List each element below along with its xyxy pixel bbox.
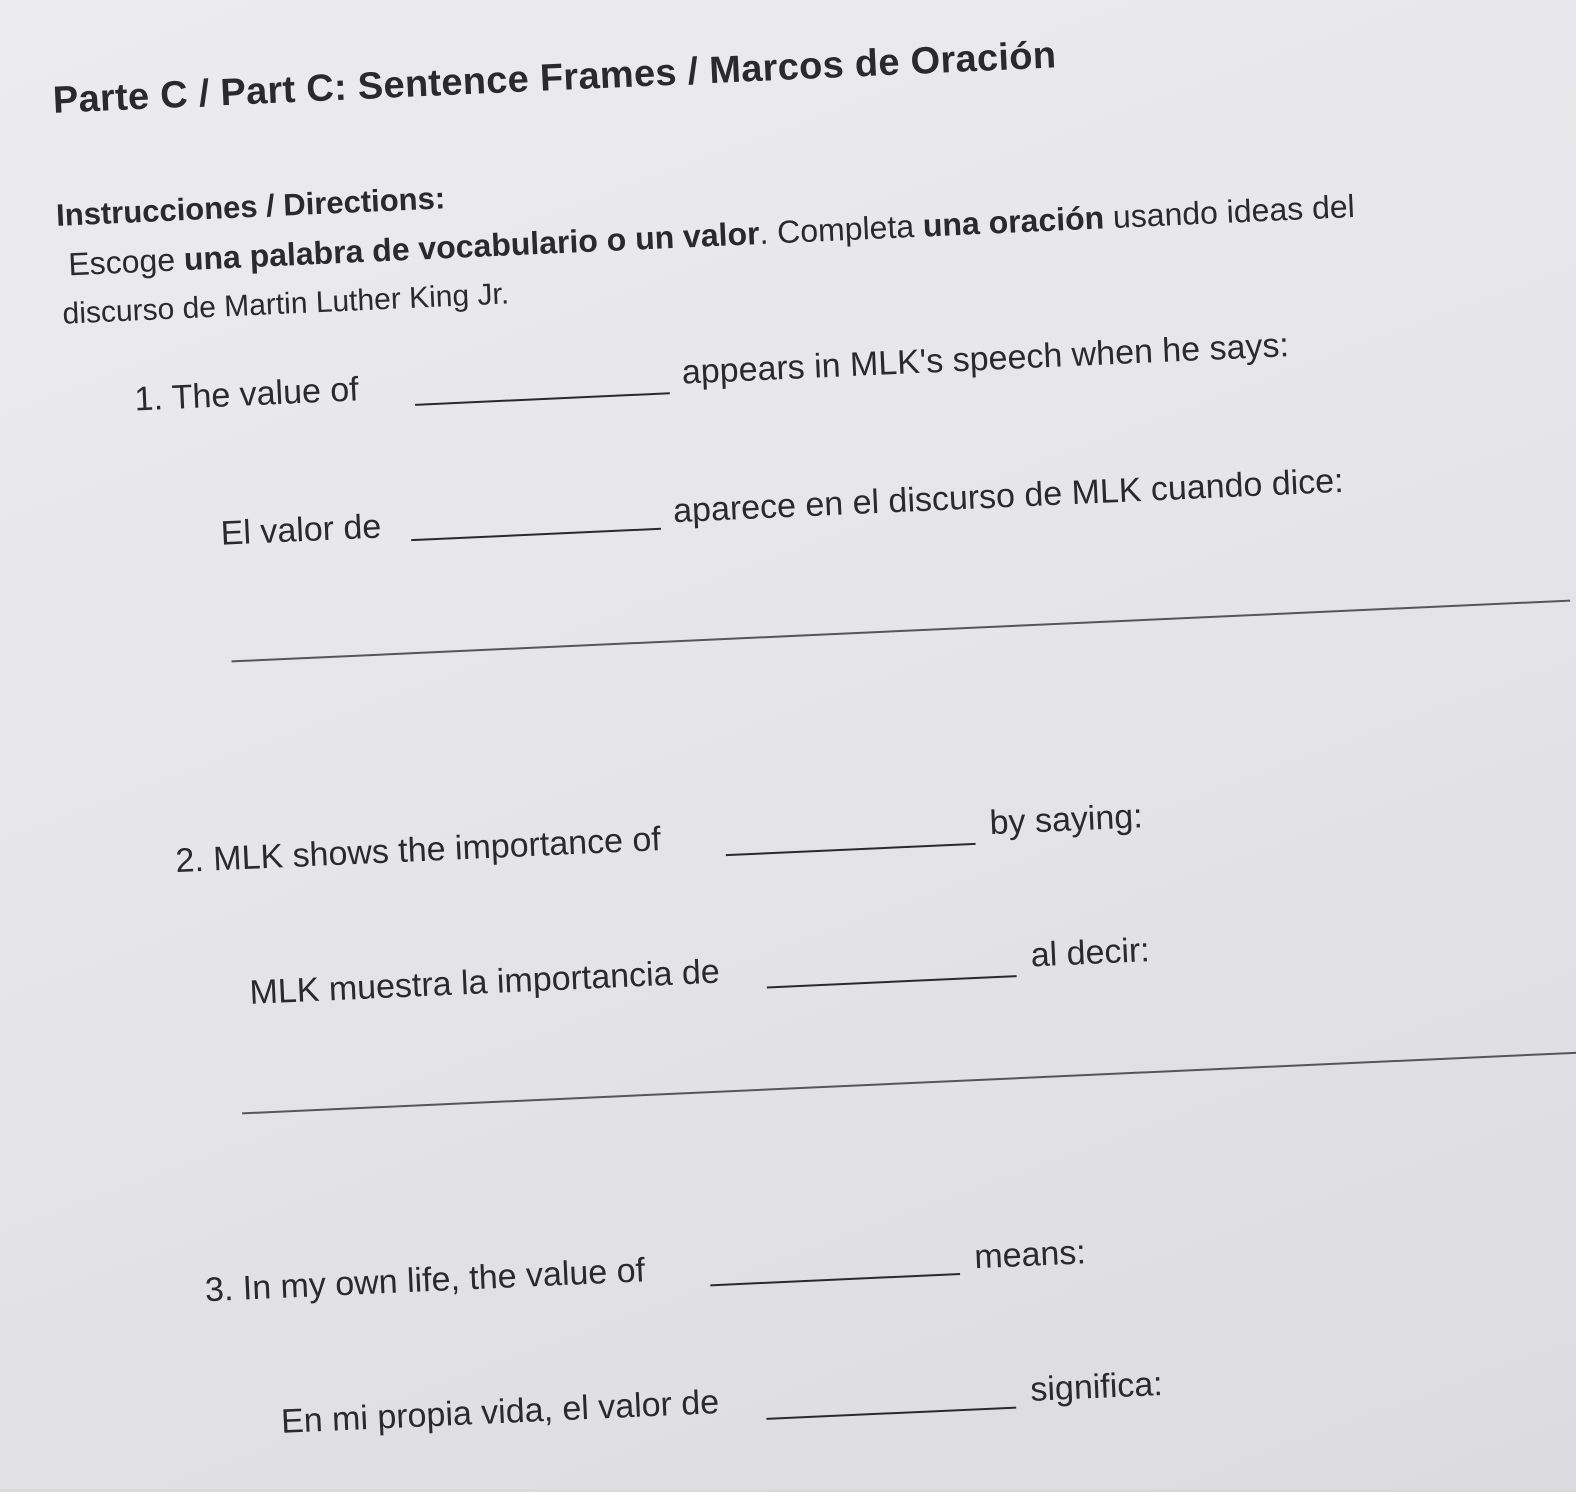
directions-text-segment: . Completa bbox=[758, 207, 924, 251]
item-2-english-suffix: by saying: bbox=[988, 797, 1144, 843]
item-3-english-blank[interactable] bbox=[710, 1273, 960, 1286]
item-1-spanish-prefix: El valor de bbox=[219, 507, 383, 553]
directions-text-segment: usando ideas del bbox=[1103, 188, 1356, 236]
item-2-spanish-suffix: al decir: bbox=[1029, 931, 1151, 975]
item-1-english-suffix: appears in MLK's speech when he says: bbox=[681, 326, 1290, 392]
directions-bold-segment: una oración bbox=[922, 199, 1105, 244]
item-1-answer-line[interactable] bbox=[231, 600, 1570, 663]
item-3-spanish-suffix: significa: bbox=[1029, 1364, 1164, 1409]
item-3-english-prefix: 3. In my own life, the value of bbox=[204, 1251, 646, 1310]
directions-bold-segment: una palabra de vocabulario o un valor bbox=[183, 215, 761, 278]
directions-text-line-2: discurso de Martin Luther King Jr. bbox=[61, 277, 510, 331]
item-2-answer-line[interactable] bbox=[242, 1052, 1576, 1115]
item-1-spanish-suffix: aparece en el discurso de MLK cuando dice: bbox=[672, 461, 1345, 531]
item-1-spanish-blank[interactable] bbox=[411, 528, 661, 541]
directions-text-segment: Escoge bbox=[67, 241, 185, 283]
item-2-english-prefix: 2. MLK shows the importance of bbox=[174, 820, 662, 881]
item-3-spanish-blank[interactable] bbox=[766, 1407, 1016, 1420]
item-3-spanish-prefix: En mi propia vida, el valor de bbox=[280, 1383, 720, 1441]
item-1-english-prefix: 1. The value of bbox=[133, 370, 360, 419]
item-2-spanish-prefix: MLK muestra la importancia de bbox=[248, 952, 721, 1012]
item-1-english-blank[interactable] bbox=[415, 392, 670, 406]
item-2-spanish-blank[interactable] bbox=[767, 975, 1017, 988]
directions-heading: Instrucciones / Directions: bbox=[55, 180, 446, 233]
item-2-english-blank[interactable] bbox=[726, 843, 976, 856]
page-title: Parte C / Part C: Sentence Frames / Marcos de Oración bbox=[51, 34, 1058, 122]
item-3-english-suffix: means: bbox=[973, 1233, 1087, 1277]
